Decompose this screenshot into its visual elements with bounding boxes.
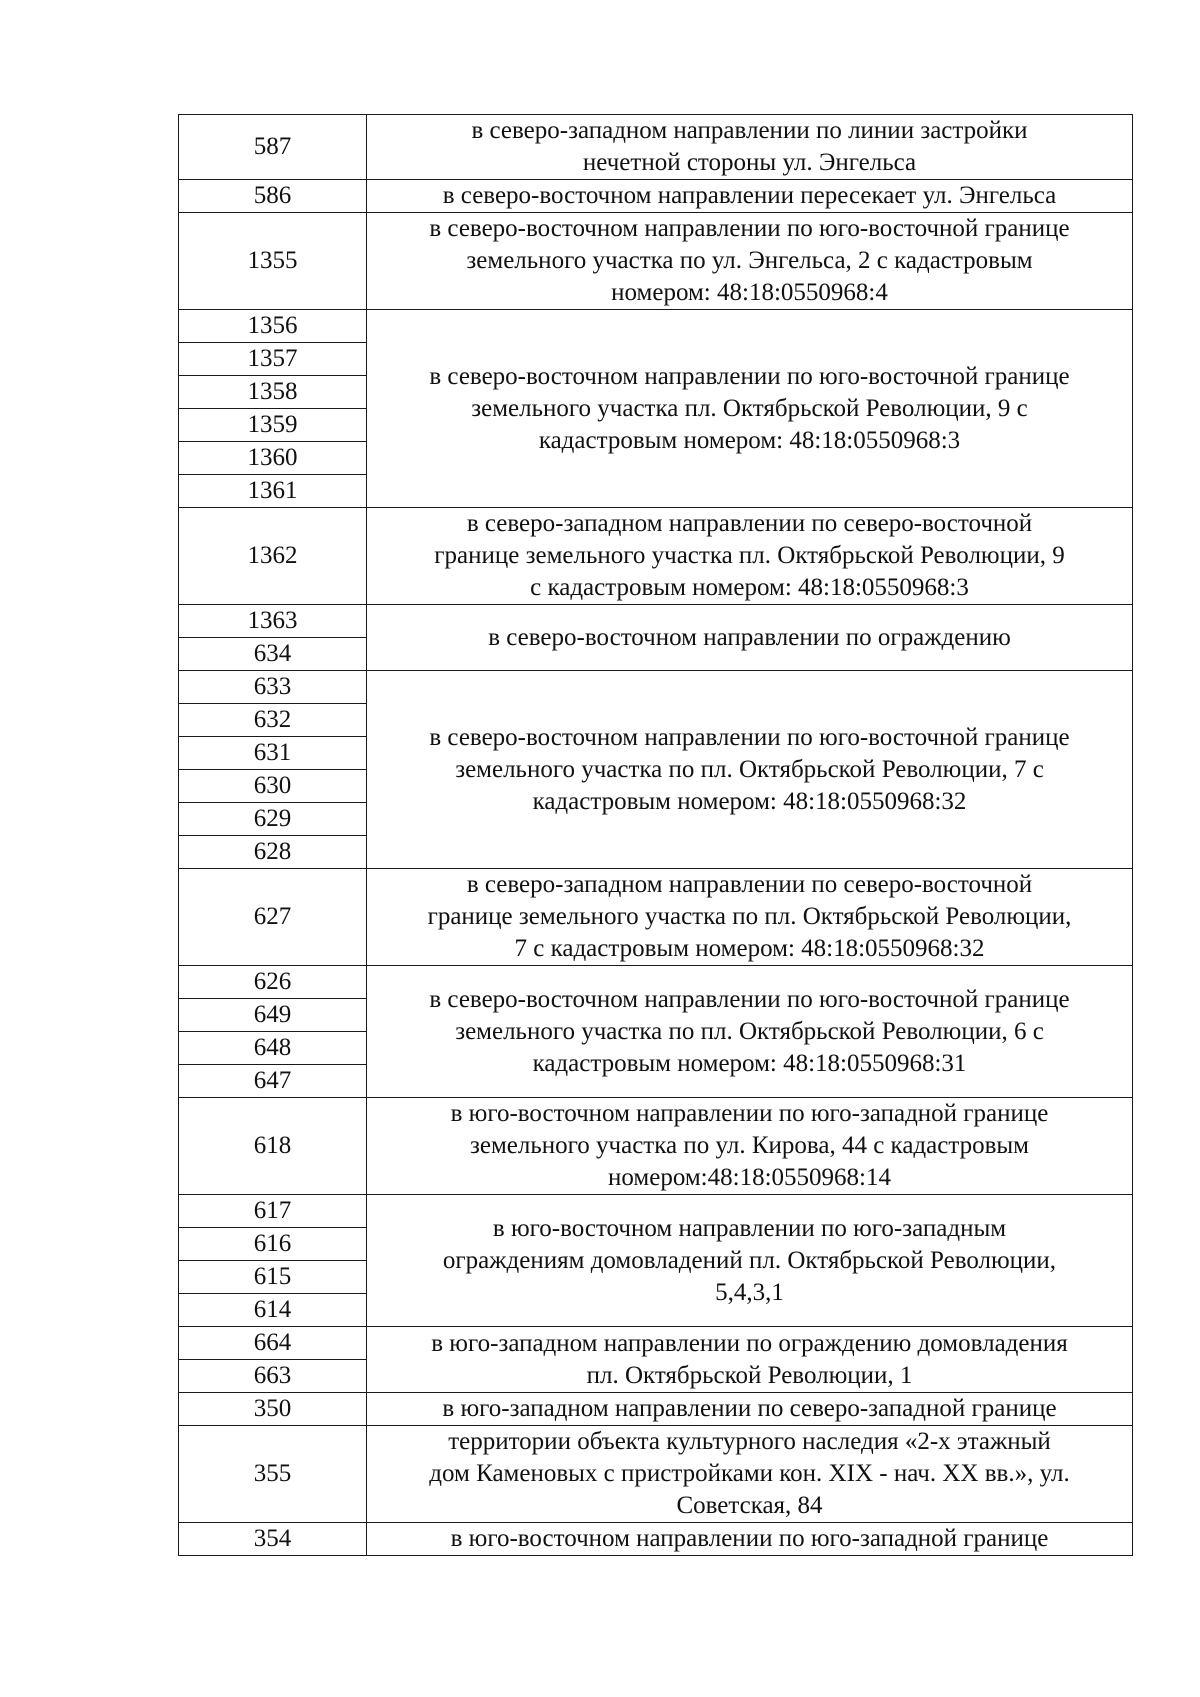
description-line: нечетной стороны ул. Энгельса: [582, 149, 917, 176]
direction-description-cell: [367, 869, 1133, 966]
description-line: в северо-восточном направлении по юго-восточной границе: [429, 723, 1070, 751]
table-row: [179, 671, 1133, 704]
point-number-cell: 1356: [179, 310, 367, 343]
direction-description-cell: [367, 1393, 1133, 1426]
boundary-table: [178, 114, 1133, 1556]
direction-description-cell: [367, 213, 1133, 310]
point-number-cell: 647: [179, 1065, 367, 1098]
table-row: [179, 1393, 1133, 1426]
description-line: земельного участка пл. Октябрьской Революции, 9 с: [471, 394, 1028, 422]
description-line: в северо-западном направлении по линии застройки: [471, 117, 1028, 144]
point-number-cell: 615: [179, 1261, 367, 1294]
point-number-cell: 634: [179, 638, 367, 671]
description-line: ограждениям домовладений пл. Октябрьской Революции,: [442, 1246, 1057, 1274]
table-row: [179, 115, 1133, 180]
description-line: в северо-восточном направлении по юго-восточной границе: [429, 362, 1070, 390]
point-number-cell: 632: [179, 704, 367, 737]
point-number-cell: 663: [179, 1360, 367, 1393]
description-line: в северо-западном направлении по северо-восточной: [466, 510, 1033, 537]
point-number-cell: 1359: [179, 409, 367, 442]
description-line: в северо-восточном направлении пересекает ул. Энгельса: [442, 182, 1057, 209]
description-line: в юго-западном направлении по северо-западной границе: [442, 1395, 1057, 1422]
point-number-cell: 614: [179, 1294, 367, 1327]
table-row: [179, 1098, 1133, 1195]
direction-description-cell: [367, 180, 1133, 213]
description-line: земельного участка по пл. Октябрьской Революции, 6 с: [455, 1017, 1044, 1045]
point-number-cell: 586: [179, 180, 367, 213]
direction-description-cell: [367, 671, 1133, 869]
table-row: [179, 1195, 1133, 1228]
table-row: [179, 213, 1133, 310]
table-row: [179, 1426, 1133, 1523]
point-number-cell: 1363: [179, 605, 367, 638]
direction-description-cell: [367, 605, 1133, 671]
description-line: кадастровым номером: 48:18:0550968:32: [532, 787, 967, 815]
point-number-cell: 1358: [179, 376, 367, 409]
table-row: [179, 1327, 1133, 1360]
direction-description-cell: [367, 115, 1133, 180]
point-number-cell: 587: [179, 115, 367, 180]
table-row: [179, 966, 1133, 999]
point-number-cell: 630: [179, 770, 367, 803]
description-line: земельного участка по пл. Октябрьской Революции, 7 с: [455, 755, 1044, 783]
description-line: дом Каменовых с пристройками кон. XIX - нач. XX вв.», ул.: [429, 1460, 1070, 1487]
point-number-cell: 1360: [179, 442, 367, 475]
point-number-cell: 649: [179, 999, 367, 1032]
description-line: номером: 48:18:0550968:4: [611, 279, 888, 306]
description-line: земельного участка по ул. Энгельса, 2 с кадастровым: [466, 247, 1033, 274]
direction-description-cell: [367, 508, 1133, 605]
direction-description-cell: [367, 1426, 1133, 1523]
table-row: [179, 180, 1133, 213]
direction-description-cell: [367, 1098, 1133, 1195]
description-line: кадастровым номером: 48:18:0550968:3: [538, 426, 961, 454]
description-line: Советская, 84: [676, 1492, 823, 1519]
description-line: в северо-западном направлении по северо-восточной: [466, 871, 1033, 898]
point-number-cell: 354: [179, 1523, 367, 1556]
description-line: границе земельного участка пл. Октябрьской Революции, 9: [434, 542, 1065, 569]
point-number-cell: 1362: [179, 508, 367, 605]
description-line: кадастровым номером: 48:18:0550968:31: [532, 1049, 967, 1077]
point-number-cell: 617: [179, 1195, 367, 1228]
table-row: [179, 1523, 1133, 1556]
table-row: [179, 869, 1133, 966]
direction-description-cell: [367, 1327, 1133, 1393]
point-number-cell: 631: [179, 737, 367, 770]
description-line: номером:48:18:0550968:14: [608, 1164, 891, 1191]
description-line: в северо-восточном направлении по юго-восточной границе: [429, 215, 1070, 242]
table-row: [179, 508, 1133, 605]
point-number-cell: 350: [179, 1393, 367, 1426]
boundary-table-body: [179, 115, 1133, 1556]
point-number-cell: 616: [179, 1228, 367, 1261]
description-line: 5,4,3,1: [715, 1278, 784, 1306]
description-line: 7 с кадастровым номером: 48:18:0550968:32: [514, 935, 985, 962]
point-number-cell: 627: [179, 869, 367, 966]
description-line: земельного участка по ул. Кирова, 44 с кадастровым: [470, 1132, 1029, 1159]
description-line: территории объекта культурного наследия «2-х этажный: [448, 1428, 1051, 1455]
description-line: границе земельного участка по пл. Октябрьской Революции,: [427, 903, 1072, 930]
description-line: в юго-восточном направлении по юго-западной границе: [450, 1100, 1049, 1127]
direction-description-cell: [367, 966, 1133, 1098]
description-line: в северо-восточном направлении по ограждению: [488, 623, 1011, 651]
point-number-cell: 1357: [179, 343, 367, 376]
point-number-cell: 628: [179, 836, 367, 869]
direction-description-cell: [367, 310, 1133, 508]
direction-description-cell: [367, 1523, 1133, 1556]
table-row: [179, 605, 1133, 638]
description-line: в юго-восточном направлении по юго-западным: [492, 1214, 1007, 1242]
point-number-cell: 1361: [179, 475, 367, 508]
direction-description-cell: [367, 1195, 1133, 1327]
point-number-cell: 355: [179, 1426, 367, 1523]
point-number-cell: 618: [179, 1098, 367, 1195]
point-number-cell: 648: [179, 1032, 367, 1065]
description-line: в юго-восточном направлении по юго-западной границе: [450, 1525, 1049, 1552]
point-number-cell: 1355: [179, 213, 367, 310]
point-number-cell: 626: [179, 966, 367, 999]
point-number-cell: 633: [179, 671, 367, 704]
description-line: пл. Октябрьской Революции, 1: [586, 1361, 913, 1389]
point-number-cell: 629: [179, 803, 367, 836]
table-row: [179, 310, 1133, 343]
description-line: в северо-восточном направлении по юго-восточной границе: [429, 985, 1070, 1013]
point-number-cell: 664: [179, 1327, 367, 1360]
description-line: в юго-западном направлении по ограждению домовладения: [431, 1329, 1068, 1357]
description-line: с кадастровым номером: 48:18:0550968:3: [530, 574, 969, 601]
